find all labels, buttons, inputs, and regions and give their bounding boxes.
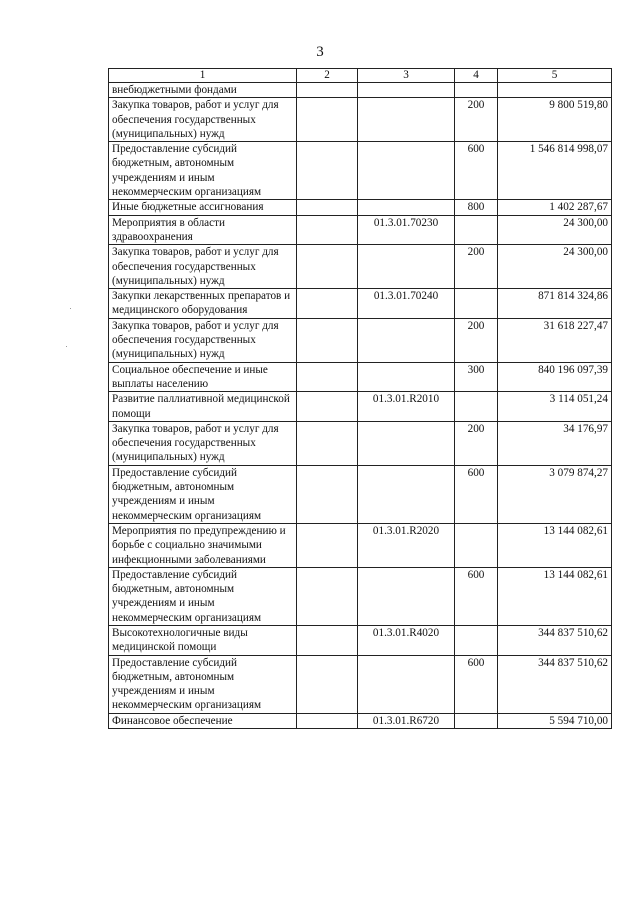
amount-cell: 344 837 510,62 <box>498 625 612 655</box>
amount-cell: 34 176,97 <box>498 421 612 465</box>
code-cell: 01.3.01.70240 <box>358 289 455 319</box>
kvr-cell <box>455 215 498 245</box>
code-cell <box>358 200 455 215</box>
kvr-cell: 200 <box>455 98 498 142</box>
table-row <box>109 421 612 465</box>
name-cell: внебюджетными фондами <box>109 83 297 98</box>
amount-cell: 5 594 710,00 <box>498 713 612 728</box>
header-col-5: 5 <box>498 69 612 83</box>
amount-cell <box>498 83 612 98</box>
table-row <box>109 200 612 215</box>
table-header <box>109 69 612 83</box>
table-row <box>109 142 612 200</box>
amount-cell: 1 402 287,67 <box>498 200 612 215</box>
amount-cell: 13 144 082,61 <box>498 567 612 625</box>
code-cell <box>358 465 455 523</box>
amount-cell: 3 114 051,24 <box>498 392 612 422</box>
header-col-3: 3 <box>358 69 455 83</box>
col2-cell <box>297 142 358 200</box>
table-row <box>109 289 612 319</box>
table-row <box>109 362 612 392</box>
amount-cell: 24 300,00 <box>498 215 612 245</box>
name-cell: Закупка товаров, работ и услуг для обеспечения государственных (муниципальных) нужд <box>109 318 297 362</box>
kvr-cell <box>455 392 498 422</box>
name-cell: Закупка товаров, работ и услуг для обеспечения государственных (муниципальных) нужд <box>109 98 297 142</box>
amount-cell: 24 300,00 <box>498 245 612 289</box>
header-col-2: 2 <box>297 69 358 83</box>
col2-cell <box>297 625 358 655</box>
kvr-cell <box>455 289 498 319</box>
col2-cell <box>297 98 358 142</box>
col2-cell <box>297 655 358 713</box>
name-cell: Мероприятия по предупреждению и борьбе с социально значимыми инфекционными заболеваниями <box>109 523 297 567</box>
table-row <box>109 523 612 567</box>
code-cell: 01.3.01.R2010 <box>358 392 455 422</box>
kvr-cell: 600 <box>455 655 498 713</box>
table-row <box>109 567 612 625</box>
code-cell: 01.3.01.R6720 <box>358 713 455 728</box>
code-cell <box>358 142 455 200</box>
col2-cell <box>297 392 358 422</box>
amount-cell: 3 079 874,27 <box>498 465 612 523</box>
table-row <box>109 215 612 245</box>
name-cell: Предоставление субсидий бюджетным, автономным учреждениям и иным некоммерческим организациям <box>109 465 297 523</box>
name-cell: Высокотехнологичные виды медицинской помощи <box>109 625 297 655</box>
name-cell: Закупки лекарственных препаратов и медицинского оборудования <box>109 289 297 319</box>
header-row <box>109 69 612 83</box>
page-number: 3 <box>316 44 324 60</box>
col2-cell <box>297 523 358 567</box>
code-cell <box>358 421 455 465</box>
name-cell: Закупка товаров, работ и услуг для обеспечения государственных (муниципальных) нужд <box>109 421 297 465</box>
col2-cell <box>297 289 358 319</box>
code-cell <box>358 655 455 713</box>
kvr-cell: 200 <box>455 245 498 289</box>
name-cell: Социальное обеспечение и иные выплаты населению <box>109 362 297 392</box>
col2-cell <box>297 200 358 215</box>
table-row <box>109 713 612 728</box>
budget-table <box>108 68 612 729</box>
kvr-cell: 600 <box>455 142 498 200</box>
name-cell: Финансовое обеспечение <box>109 713 297 728</box>
table-row <box>109 392 612 422</box>
name-cell: Развитие паллиативной медицинской помощи <box>109 392 297 422</box>
kvr-cell: 600 <box>455 465 498 523</box>
code-cell <box>358 83 455 98</box>
name-cell: Иные бюджетные ассигнования <box>109 200 297 215</box>
kvr-cell <box>455 625 498 655</box>
kvr-cell <box>455 83 498 98</box>
kvr-cell: 200 <box>455 421 498 465</box>
amount-cell: 9 800 519,80 <box>498 98 612 142</box>
name-cell: Предоставление субсидий бюджетным, автономным учреждениям и иным некоммерческим организациям <box>109 655 297 713</box>
col2-cell <box>297 713 358 728</box>
code-cell <box>358 318 455 362</box>
table-row <box>109 318 612 362</box>
col2-cell <box>297 83 358 98</box>
col2-cell <box>297 245 358 289</box>
kvr-cell: 300 <box>455 362 498 392</box>
table-row <box>109 245 612 289</box>
col2-cell <box>297 215 358 245</box>
amount-cell: 840 196 097,39 <box>498 362 612 392</box>
name-cell: Предоставление субсидий бюджетным, автономным учреждениям и иным некоммерческим организациям <box>109 567 297 625</box>
amount-cell: 13 144 082,61 <box>498 523 612 567</box>
amount-cell: 1 546 814 998,07 <box>498 142 612 200</box>
scan-speck <box>66 346 67 347</box>
name-cell: Мероприятия в области здравоохранения <box>109 215 297 245</box>
col2-cell <box>297 421 358 465</box>
kvr-cell: 600 <box>455 567 498 625</box>
code-cell <box>358 245 455 289</box>
amount-cell: 31 618 227,47 <box>498 318 612 362</box>
kvr-cell <box>455 523 498 567</box>
code-cell <box>358 567 455 625</box>
code-cell <box>358 362 455 392</box>
table-row <box>109 98 612 142</box>
amount-cell: 344 837 510,62 <box>498 655 612 713</box>
scan-speck <box>70 308 71 309</box>
header-col-1: 1 <box>109 69 297 83</box>
code-cell: 01.3.01.70230 <box>358 215 455 245</box>
col2-cell <box>297 465 358 523</box>
col2-cell <box>297 318 358 362</box>
col2-cell <box>297 362 358 392</box>
kvr-cell: 200 <box>455 318 498 362</box>
col2-cell <box>297 567 358 625</box>
table-body <box>109 83 612 729</box>
table-row <box>109 655 612 713</box>
kvr-cell <box>455 713 498 728</box>
amount-cell: 871 814 324,86 <box>498 289 612 319</box>
code-cell <box>358 98 455 142</box>
code-cell: 01.3.01.R4020 <box>358 625 455 655</box>
name-cell: Закупка товаров, работ и услуг для обеспечения государственных (муниципальных) нужд <box>109 245 297 289</box>
table-row <box>109 625 612 655</box>
table-row <box>109 465 612 523</box>
header-col-4: 4 <box>455 69 498 83</box>
name-cell: Предоставление субсидий бюджетным, автономным учреждениям и иным некоммерческим организациям <box>109 142 297 200</box>
code-cell: 01.3.01.R2020 <box>358 523 455 567</box>
table-row <box>109 83 612 98</box>
kvr-cell: 800 <box>455 200 498 215</box>
